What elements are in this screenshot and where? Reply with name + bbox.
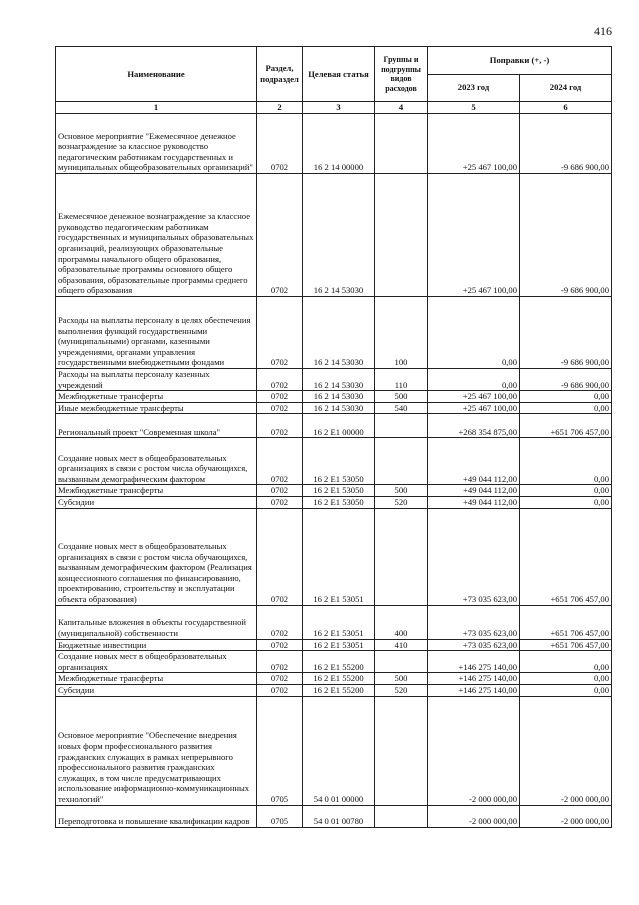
row-2023: 0,00 [428, 369, 520, 391]
column-number: 3 [303, 102, 375, 114]
table-row [56, 805, 612, 827]
row-2024: -9 686 900,00 [520, 174, 612, 297]
row-2023: +25 467 100,00 [428, 391, 520, 403]
table-row [56, 297, 612, 369]
row-section: 0702 [257, 496, 303, 508]
header-section: Раздел, подраздел [257, 47, 303, 102]
row-name: Ежемесячное денежное вознаграждение за классное руководство педагогическим работникам государственных и муниципальных образовательных организаций, реализующих образовательные программы начального общего образования, образовательные программы основного общего образования, образовательные программы среднего общего образования [56, 174, 257, 297]
row-2023: +25 467 100,00 [428, 174, 520, 297]
table-row [56, 438, 612, 485]
row-2024: -9 686 900,00 [520, 369, 612, 391]
table-row [56, 174, 612, 297]
row-2023: +73 035 623,00 [428, 508, 520, 605]
row-target: 16 2 E1 55200 [303, 684, 375, 696]
row-section: 0702 [257, 297, 303, 369]
row-name: Создание новых мест в общеобразовательных организациях в связи с ростом числа обучающихся, вызванным демографическим фактором [56, 438, 257, 485]
row-group: 520 [375, 496, 428, 508]
row-2023: +49 044 112,00 [428, 438, 520, 485]
row-group: 100 [375, 297, 428, 369]
row-section: 0702 [257, 114, 303, 174]
row-name: Создание новых мест в общеобразовательных организациях в связи с ростом числа обучающихся, вызванным демографическим фактором (Реализация концессионного соглашения по финансированию, проектированию, строительству и эксплуатации объекта образования) [56, 508, 257, 605]
row-group [375, 651, 428, 673]
row-name: Переподготовка и повышение квалификации кадров [56, 805, 257, 827]
header-groups: Группы и подгруппы видов расходов [375, 47, 428, 102]
row-section: 0702 [257, 605, 303, 639]
row-2023: +146 275 140,00 [428, 673, 520, 685]
row-2023: +73 035 623,00 [428, 639, 520, 651]
row-group: 500 [375, 485, 428, 497]
row-group: 410 [375, 639, 428, 651]
row-2023: -2 000 000,00 [428, 805, 520, 827]
row-2024: 0,00 [520, 438, 612, 485]
row-section: 0702 [257, 438, 303, 485]
column-number: 6 [520, 102, 612, 114]
row-2023: -2 000 000,00 [428, 696, 520, 805]
row-section: 0702 [257, 174, 303, 297]
row-group: 400 [375, 605, 428, 639]
row-2024: +651 706 457,00 [520, 414, 612, 438]
row-section: 0702 [257, 684, 303, 696]
row-2024: -9 686 900,00 [520, 297, 612, 369]
row-name: Капитальные вложения в объекты государственной (муниципальной) собственности [56, 605, 257, 639]
row-name: Межбюджетные трансферты [56, 485, 257, 497]
table-row [56, 508, 612, 605]
header-2023: 2023 год [428, 74, 520, 102]
row-target: 16 2 E1 00000 [303, 414, 375, 438]
table-row [56, 639, 612, 651]
row-2023: +268 354 875,00 [428, 414, 520, 438]
row-2024: -9 686 900,00 [520, 114, 612, 174]
column-number: 2 [257, 102, 303, 114]
row-name: Основное мероприятие "Ежемесячное денежное вознаграждение за классное руководство педагогическим работникам государственных и муниципальных общеобразовательных организаций" [56, 114, 257, 174]
row-target: 16 2 14 53030 [303, 297, 375, 369]
row-section: 0702 [257, 369, 303, 391]
row-section: 0702 [257, 639, 303, 651]
row-name: Бюджетные инвестиции [56, 639, 257, 651]
row-group [375, 174, 428, 297]
budget-amendments-table [55, 46, 612, 828]
row-name: Создание новых мест в общеобразовательных организациях [56, 651, 257, 673]
row-2024: 0,00 [520, 651, 612, 673]
page-number: 416 [594, 24, 612, 38]
row-target: 16 2 14 53030 [303, 174, 375, 297]
row-target: 16 2 14 53030 [303, 391, 375, 403]
table-row [56, 684, 612, 696]
row-2024: 0,00 [520, 673, 612, 685]
row-group [375, 508, 428, 605]
row-target: 16 2 E1 55200 [303, 651, 375, 673]
table-row [56, 485, 612, 497]
table-row [56, 673, 612, 685]
row-target: 16 2 E1 53051 [303, 508, 375, 605]
row-target: 16 2 E1 53050 [303, 496, 375, 508]
row-2024: +651 706 457,00 [520, 639, 612, 651]
row-2024: 0,00 [520, 391, 612, 403]
table-row [56, 496, 612, 508]
row-name: Региональный проект "Современная школа" [56, 414, 257, 438]
row-2024: +651 706 457,00 [520, 508, 612, 605]
row-name: Иные межбюджетные трансферты [56, 402, 257, 414]
row-target: 16 2 E1 55200 [303, 673, 375, 685]
row-group: 540 [375, 402, 428, 414]
row-section: 0705 [257, 696, 303, 805]
row-2024: 0,00 [520, 496, 612, 508]
row-target: 54 0 01 00000 [303, 696, 375, 805]
row-name: Субсидии [56, 496, 257, 508]
table-row [56, 402, 612, 414]
column-number: 5 [428, 102, 520, 114]
header-name: Наименование [56, 47, 257, 102]
row-group: 500 [375, 673, 428, 685]
row-section: 0702 [257, 651, 303, 673]
row-2023: +49 044 112,00 [428, 496, 520, 508]
row-2024: -2 000 000,00 [520, 805, 612, 827]
row-name: Расходы на выплаты персоналу казенных учреждений [56, 369, 257, 391]
header-amendments: Поправки (+, -) [428, 47, 612, 75]
column-number: 4 [375, 102, 428, 114]
column-number: 1 [56, 102, 257, 114]
row-2024: +651 706 457,00 [520, 605, 612, 639]
table-row [56, 605, 612, 639]
row-target: 16 2 14 53030 [303, 402, 375, 414]
row-2023: +146 275 140,00 [428, 651, 520, 673]
row-name: Межбюджетные трансферты [56, 673, 257, 685]
row-section: 0702 [257, 414, 303, 438]
row-name: Межбюджетные трансферты [56, 391, 257, 403]
table-row [56, 114, 612, 174]
table-row [56, 369, 612, 391]
table-row [56, 414, 612, 438]
row-group [375, 438, 428, 485]
row-group: 110 [375, 369, 428, 391]
row-2024: 0,00 [520, 485, 612, 497]
row-name: Основное мероприятие "Обеспечение внедрения новых форм профессионального развития гражданских служащих в рамках непрерывного профессионального развития гражданских служащих, в том числе предусматривающих использование информационно-коммуникационных технологий" [56, 696, 257, 805]
row-target: 16 2 E1 53050 [303, 485, 375, 497]
row-2023: +25 467 100,00 [428, 402, 520, 414]
row-group [375, 414, 428, 438]
row-group: 500 [375, 391, 428, 403]
column-numbers-row [56, 102, 612, 114]
row-target: 16 2 E1 53051 [303, 639, 375, 651]
row-2024: 0,00 [520, 684, 612, 696]
row-2023: +49 044 112,00 [428, 485, 520, 497]
row-section: 0702 [257, 508, 303, 605]
row-section: 0702 [257, 402, 303, 414]
table-row [56, 391, 612, 403]
row-target: 16 2 E1 53050 [303, 438, 375, 485]
table-row [56, 696, 612, 805]
row-group [375, 696, 428, 805]
row-2023: +73 035 623,00 [428, 605, 520, 639]
row-name: Субсидии [56, 684, 257, 696]
row-group [375, 805, 428, 827]
row-2024: 0,00 [520, 402, 612, 414]
row-target: 54 0 01 00780 [303, 805, 375, 827]
row-2023: +25 467 100,00 [428, 114, 520, 174]
row-section: 0702 [257, 673, 303, 685]
row-target: 16 2 14 00000 [303, 114, 375, 174]
row-group: 520 [375, 684, 428, 696]
row-name: Расходы на выплаты персоналу в целях обеспечения выполнения функций государственными (муниципальными) органами, казенными учреждениями, органами управления государственными внебюджетными фондами [56, 297, 257, 369]
table-row [56, 651, 612, 673]
row-group [375, 114, 428, 174]
row-2023: 0,00 [428, 297, 520, 369]
header-target: Целевая статья [303, 47, 375, 102]
header-2024: 2024 год [520, 74, 612, 102]
row-target: 16 2 E1 53051 [303, 605, 375, 639]
row-2023: +146 275 140,00 [428, 684, 520, 696]
row-target: 16 2 14 53030 [303, 369, 375, 391]
row-section: 0705 [257, 805, 303, 827]
row-section: 0702 [257, 485, 303, 497]
row-section: 0702 [257, 391, 303, 403]
row-2024: -2 000 000,00 [520, 696, 612, 805]
